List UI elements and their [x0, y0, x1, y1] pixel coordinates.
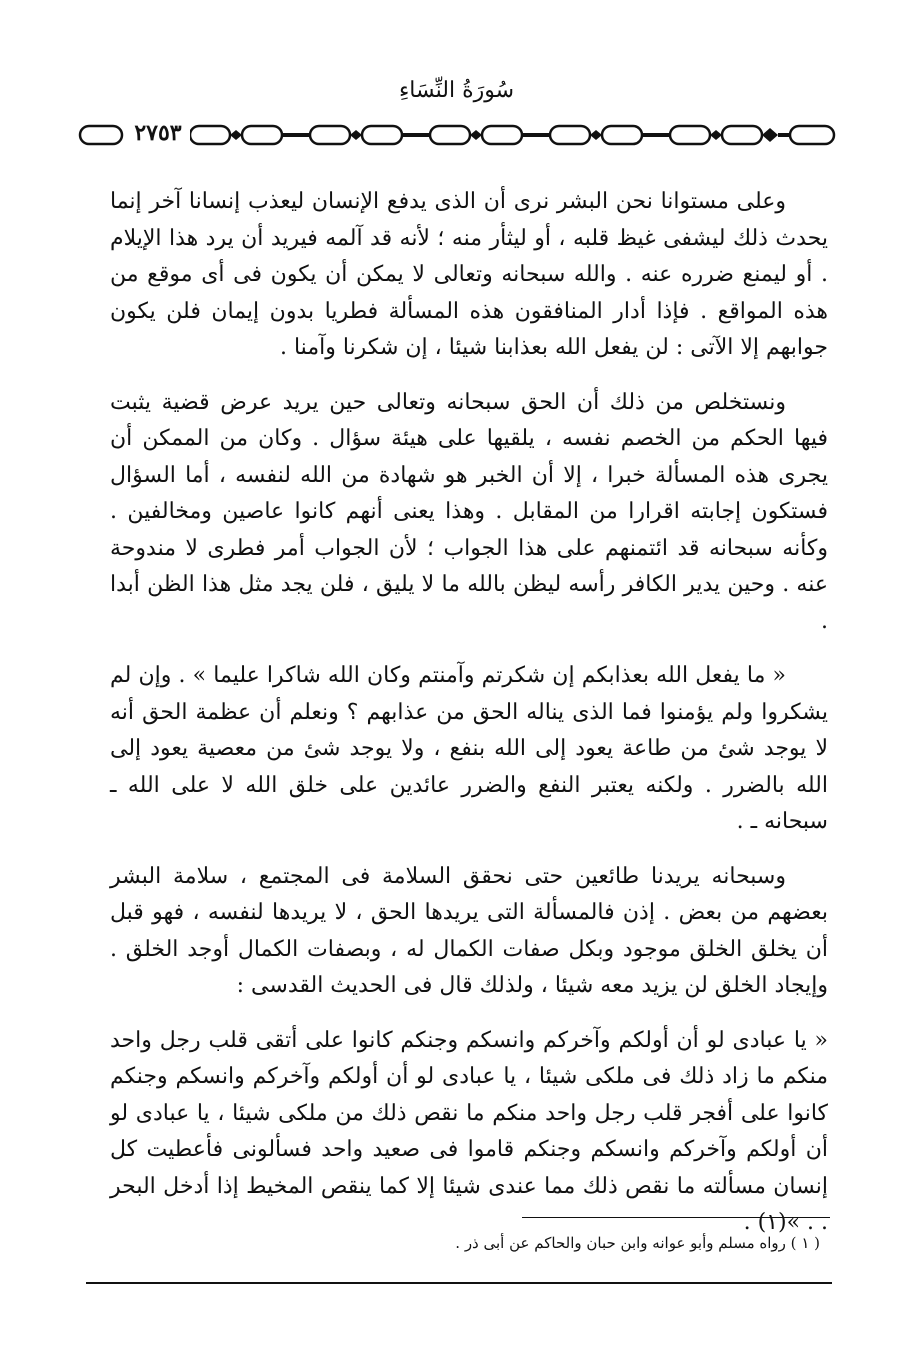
hadith-quote: « يا عبادى لو أن أولكم وآخركم وانسكم وجنكم كانوا على أتقى قلب رجل واحد منكم ما زاد ذلك فى ملكى شيئا ، يا عبادى لو أن أولكم وآخركم وانسكم وجنكم كانوا على أفجر قلب رجل واحد منكم ما نقص ذلك من ملكى شيئا ، يا عبادى لو أن أولكم وآخركم وانسكم وجنكم قاموا فى صعيد واحد فسألونى فأعطيت كل إنسان مسألته ما نقص ذلك مما عندى شيئا إلا كما ينقص المخيط إذا أدخل البحر . . »(١) .: [110, 1027, 828, 1235]
paragraph-2: ونستخلص من ذلك أن الحق سبحانه وتعالى حين يريد عرض قضية يثبت فيها الحكم من الخصم نفسه ، يلقيها على هيئة سؤال . وكان من الممكن أن يجرى هذه المسألة خبرا ، إلا أن الخبر هو شهادة من الله لنفسه ، أما السؤال فستكون إجابته اقرارا من المقابل . وهذا يعنى أنهم كانوا عاصين ومخالفين . وكأنه سبحانه قد ائتمنهم على هذا الجواب ؛ لأن الجواب أمر فطرى لا مندوحة عنه . وحين يدير الكافر رأسه ليظن بالله ما لا يليق ، فلن يجد مثل هذا الظن أبدا .: [110, 389, 828, 634]
paragraph-3: « ما يفعل الله بعذابكم إن شكرتم وآمنتم وكان الله شاكرا عليما » . وإن لم يشكروا ولم يؤمنوا فما الذى يناله الحق من عذابهم ؟ ونعلم أن عظمة الحق أنه لا يوجد شئ من طاعة يعود إلى الله بنفع ، ولا يوجد شئ من معصية يعود إلى الله بالضرر . ولكنه يعتبر النفع والضرر عائدين على خلق الله لا على الله ـ سبحانه ـ .: [110, 663, 828, 834]
paragraph-1: وعلى مستوانا نحن البشر نرى أن الذى يدفع الإنسان ليعذب إنسانا آخر إنما يحدث ذلك ليشفى غيظ قلبه ، أو ليثأر منه ؛ لأنه قد آلمه فيريد أن يرد هذا الإيلام . أو ليمنع ضرره عنه . والله سبحانه وتعالى لا يمكن أن يكون فى أى موقع من هذه المواقع . فإذا أدار المنافقون هذه المسألة فطريا بدون إيمان فلن يكون جوابهم إلا الآتى : لن يفعل الله بعذابنا شيئا ، إن شكرنا وآمنا .: [110, 189, 828, 360]
chain-ornament-icon: [78, 120, 838, 150]
footnote-divider: [522, 1217, 830, 1218]
paragraph-4: وسبحانه يريدنا طائعين حتى نحقق السلامة فى المجتمع ، سلامة البشر بعضهم من بعض . إذن فالمسألة التى يريدها الحق ، لا يريدها لنفسه ، فهو قبل أن يخلق الخلق موجود وبكل صفات الكمال له ، وبصفات الكمال أوجد الخلق . وإيجاد الخلق لن يزيد معه شيئا ، ولذلك قال فى الحديث القدسى :: [110, 863, 828, 998]
bottom-rule: [86, 1282, 832, 1284]
header-ornament: [78, 120, 838, 150]
surah-title: سُورَةُ النِّسَاءِ: [398, 78, 515, 103]
page-number: ٢٧٥٣: [126, 119, 190, 147]
main-text: [110, 184, 828, 1260]
footnote: ( ١ ) رواه مسلم وأبو عوانه وابن حبان والحاكم عن أبى ذر .: [455, 1234, 820, 1252]
